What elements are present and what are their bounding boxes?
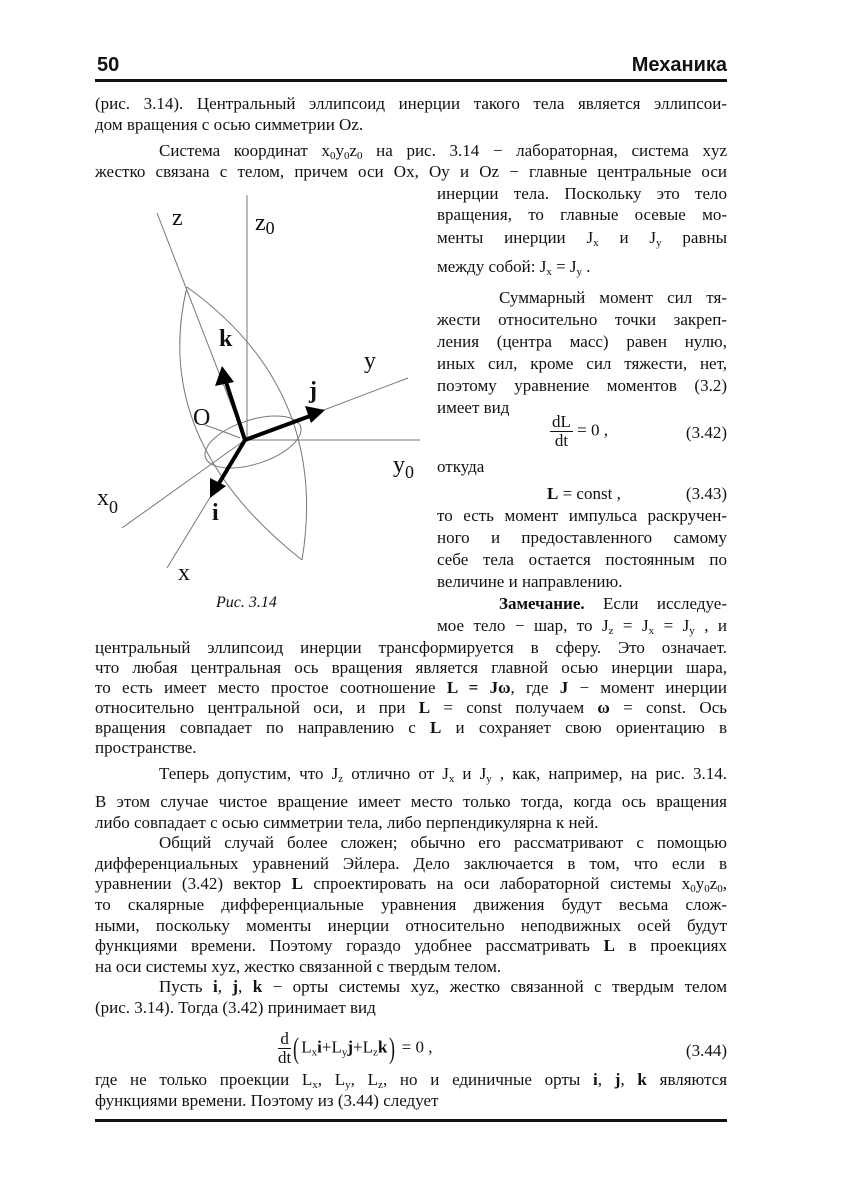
subscript: z [338,773,344,785]
text-run: дом вращения с осью симметрии Oz. [95,115,364,134]
text-run: = const. Ось [609,698,728,717]
text-run: дифференциальных уравнений Эйлера. Дело заключается в том, что если в [95,854,727,873]
text-run: жести относительно точки закреп- [437,310,727,329]
text-run: = J [551,257,577,276]
eq344-sub: y [341,1046,348,1059]
text-run: на рис. 3.14 − лабораторная, система xyz [362,141,727,160]
label-j: j [309,378,317,404]
text-run: , где [510,678,560,697]
text-run: жестко связана с телом, причем оси Ox, Oy и Oz − главные центральные оси [95,162,727,181]
subscript: x [648,625,655,637]
text-run: ными, поскольку моменты инерции относительно неподвижных осей будут [95,916,727,935]
bold-run: k [637,1070,647,1089]
bold-run: L [603,936,615,955]
text-run: ления (центра масс) равен нулю, [437,332,727,351]
text-run: имеет вид [437,398,510,417]
text-run: в проекциях [614,936,728,955]
text-run: , но и единичные орты [382,1070,594,1089]
text-line [95,718,727,738]
text-run: и J [454,764,487,783]
text-run: z [709,874,718,893]
text-run: пространстве. [95,738,197,757]
eq342-rhs: = 0 , [577,420,608,440]
label-O: O [193,405,211,431]
equation-number-3-43: (3.43) [685,484,727,503]
text-run: , и [694,616,728,635]
subscript: y [486,773,492,785]
text-run: между собой: J [437,257,547,276]
eq343-lhs: L [547,484,559,503]
subscript: 0 [704,883,710,895]
subscript: y [656,237,662,249]
footer-rule [95,1119,727,1122]
label-i: i [212,500,219,526]
eq344-close-paren: ) [389,1031,396,1065]
eq344-vector: j [347,1037,354,1057]
bold-run: j [232,977,239,996]
text-run: вращения, то главные осевые мо- [437,205,727,224]
bold-run: j [614,1070,621,1089]
text-run: Общий случай более сложен; обычно его рассматривают с помощью [159,833,727,852]
text-run: , L [350,1070,379,1089]
subscript: 0 [343,150,350,162]
eq344-sub: z [373,1046,378,1059]
text-run: либо совпадает с осью симметрии тела, либо перпендикулярна к ней. [95,813,599,832]
text-run: менты инерции J [437,228,594,247]
label-y: y [364,348,376,374]
bold-run: L = Jω [446,678,511,697]
text-run: функциями времени. Поэтому гораздо удобнее рассматривать [95,936,604,955]
text-run: , [597,1070,615,1089]
k-vector [226,382,245,440]
text-run: В этом случае чистое вращение имеет место только тогда, когда ось вращения [95,792,727,811]
eq344-term: L [331,1037,342,1057]
text-run: ного и предоставленного самому [437,528,727,547]
j-arrowhead [305,406,325,423]
text-run: равны [661,228,728,247]
text-line [95,813,727,833]
text-run: спроектировать на оси лабораторной системы x [302,874,691,893]
text-run: , [620,1070,638,1089]
text-run: Система координат x [159,141,330,160]
eq344-numerator: d [278,1030,291,1049]
subscript: 0 [329,150,336,162]
text-line [95,957,727,977]
bold-run: Замечание. [499,594,585,613]
text-run: (рис. 3.14). Тогда (3.42) принимает вид [95,998,376,1017]
eq342-numerator: dL [552,412,571,431]
eq344-term: L [301,1037,312,1057]
subscript: y [576,266,583,278]
eq344-rhs: = 0 , [401,1037,433,1057]
text-line [95,936,727,956]
text-line [95,678,727,698]
subscript: 0 [690,883,696,895]
equation-3-42 [550,413,608,450]
text-run: , [217,977,233,996]
eq344-plus: + [321,1037,332,1057]
text-run: , [238,977,253,996]
figure-caption: Рис. 3.14 [216,594,277,611]
label-y0: $y_0$ [393,452,414,482]
text-run: центральный эллипсоид инерции трансформируется в сферу. Это означает. [95,638,727,657]
text-run: = const получаем [430,698,598,717]
label-z0: z0 [255,210,275,238]
text-run: отлично от J [343,764,449,783]
eq344-vector: k [377,1037,388,1057]
bold-run: i [593,1070,598,1089]
i-vector [218,440,245,485]
subscript: z [378,1079,383,1091]
bold-run: L [291,874,303,893]
eq344-term: L [362,1037,373,1057]
text-run: вращения совпадает по направлению с [95,718,431,737]
text-run: иных сил, кроме сил тяжести, нет, [437,354,727,373]
text-run: относительно центральной оси, и при [95,698,419,717]
text-run: = J [613,616,649,635]
text-line [95,738,727,758]
subscript: 0 [357,150,363,162]
text-run: поэтому уравнение моментов (3.2) [437,376,727,395]
text-run: и J [598,228,657,247]
text-run: , как, например, на рис. 3.14. [491,764,727,783]
bold-run: L [418,698,431,717]
page-number: 50 [97,54,120,76]
subscript: y [345,1079,351,1091]
bold-run: L [430,718,442,737]
text-line [95,658,727,678]
text-run: − орты системы xyz, жестко связанной с твердым телом [262,977,727,996]
text-run: величине и направлению. [437,572,623,591]
subscript: x [312,1079,318,1091]
text-run: инерции тела. Поскольку это тело [437,184,727,203]
text-run: − момент инерции [568,678,727,697]
text-run: на оси системы xyz, жестко связанной с твердым телом. [95,957,502,976]
text-run: Суммарный момент сил тя- [499,288,727,307]
text-line [95,977,727,997]
text-run: , [722,874,727,893]
text-run: уравнении (3.42) вектор [95,874,292,893]
eq344-denominator: dt [278,1048,292,1067]
text-run: мое тело − шар, то J [437,616,609,635]
text-run: = J [654,616,690,635]
label-k: k [219,326,233,352]
text-line [95,792,727,812]
subscript: x [546,266,552,278]
text-line [95,698,727,718]
text-run: себе тела остается постоянным по [437,550,727,569]
subscript: 0 [717,883,723,895]
subscript: y [689,625,695,637]
text-run: функциями времени. Поэтому из (3.44) следует [95,1091,439,1110]
text-run: . [582,257,591,276]
section-title: Механика [631,54,727,76]
subscript: x [448,773,455,785]
text-run: (рис. 3.14). Центральный эллипсоид инерции такого тела является эллипсои- [95,94,727,113]
text-run: являются [646,1070,728,1089]
equation-number-3-42: (3.42) [685,423,727,442]
text-run: то есть имеет место простое соотношение [95,678,447,697]
equation-number-3-44: (3.44) [685,1041,727,1060]
equation-3-43 [547,484,621,504]
label-z: z [172,205,183,231]
text-run: y [335,141,344,160]
eq344-open-paren: ( [293,1031,300,1065]
subscript: x [593,237,599,249]
bold-run: i [212,977,218,996]
text-run: где не только проекции L [95,1070,313,1089]
text-run: z [349,141,358,160]
eq344-vector: i [317,1037,322,1057]
text-line [95,1091,727,1111]
text-line [95,638,727,658]
eq342-denominator: dt [554,431,569,450]
subscript: z [608,625,614,637]
text-run: то скалярные дифференциальные уравнения движения будут весьма слож- [95,895,727,914]
text-line [95,874,727,894]
j-vector [245,416,310,440]
eq343-rhs: = const , [562,484,621,503]
text-line [95,895,727,915]
eq344-plus: + [353,1037,363,1057]
i-arrowhead [210,478,226,498]
bold-run: J [559,678,569,697]
text-line [95,764,727,784]
bold-run: k [252,977,263,996]
text-line [95,833,727,853]
text-line [95,916,727,936]
text-run: Теперь допустим, что J [159,764,339,783]
bold-run: ω [597,698,610,717]
equation-3-44 [278,1030,432,1067]
text-run: то есть момент импульса раскручен- [437,506,727,525]
text-run: y [695,874,705,893]
text-run: и сохраняет свою ориентацию в [441,718,727,737]
text-run: Пусть [159,977,213,996]
text-run: откуда [437,457,485,476]
text-run: что любая центральная ось вращения является главной осью инерции шара, [95,658,727,677]
text-line [95,854,727,874]
eq344-sub: x [311,1046,318,1059]
label-x0: $x_0$ [97,485,118,517]
label-x: x [178,560,190,586]
text-line [95,998,727,1018]
text-run: Если исследуе- [584,594,727,613]
text-run: , L [317,1070,346,1089]
text-line [95,1070,727,1090]
